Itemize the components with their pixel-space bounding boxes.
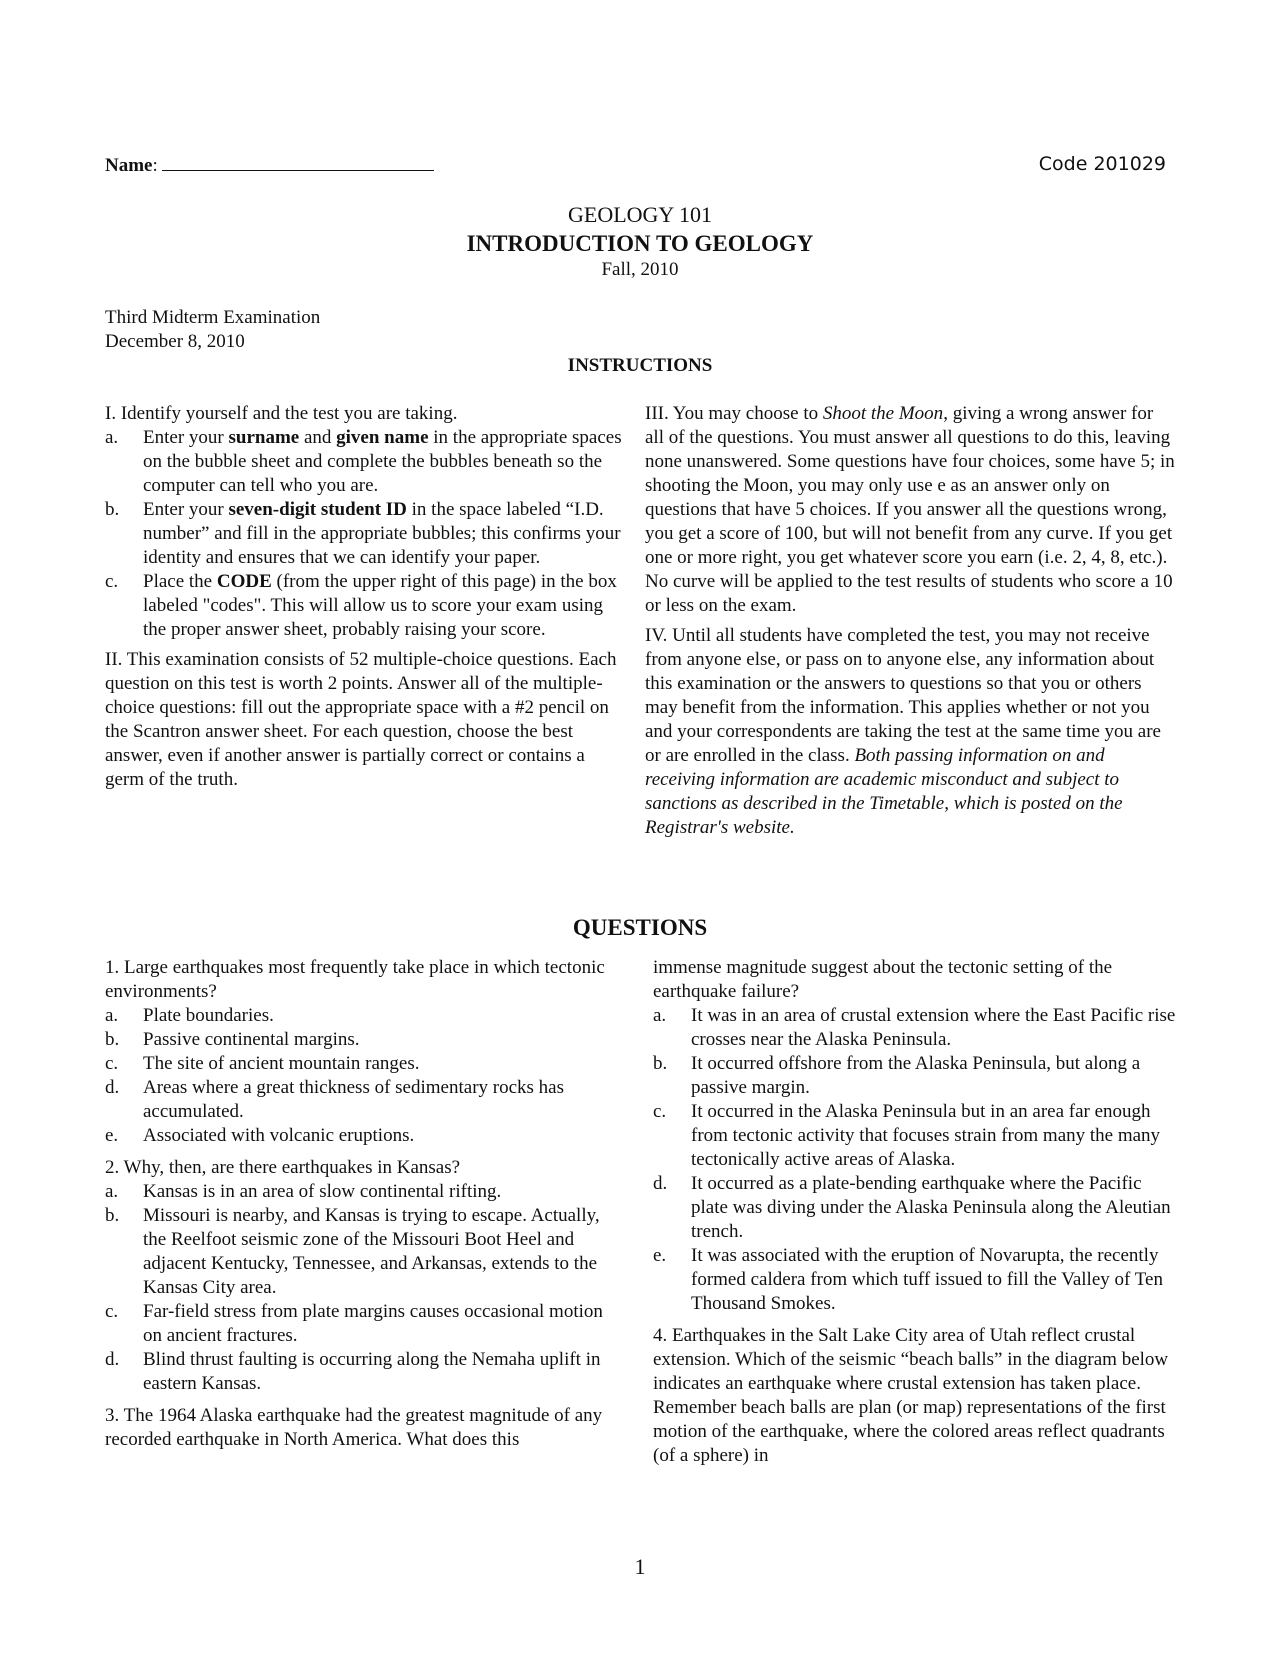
course-title: INTRODUCTION TO GEOLOGY xyxy=(466,231,814,256)
questions-right-column xyxy=(653,956,1183,1468)
name-blank xyxy=(162,152,434,171)
exam-code: Code 201029 xyxy=(1038,153,1166,175)
option-label: b. xyxy=(105,1205,120,1226)
option-label: e. xyxy=(653,1245,667,1266)
instruction-c-text: Place the xyxy=(143,571,217,592)
option-text: Associated with volcanic eruptions. xyxy=(143,1125,415,1146)
question-3: 3. The 1964 Alaska earthquake had the greatest magnitude of any recorded earthquake in North America. What does this xyxy=(105,1405,603,1450)
option-label: c. xyxy=(105,1053,119,1074)
option-label: d. xyxy=(105,1349,120,1370)
course-number: GEOLOGY 101 xyxy=(568,202,712,227)
q1-option-d xyxy=(105,1076,625,1124)
option-text: Kansas is in an area of slow continental rifting. xyxy=(143,1181,502,1202)
option-label: a. xyxy=(105,1181,119,1202)
instruction-iii-italic: Shoot the Moon xyxy=(822,403,944,424)
q2-option-c xyxy=(105,1300,625,1348)
q2-option-d xyxy=(105,1348,625,1396)
instruction-b-label: b. xyxy=(105,499,120,520)
instructions-right-column xyxy=(645,402,1175,846)
instruction-a xyxy=(105,426,625,498)
q1-option-a xyxy=(105,1004,625,1028)
option-text: Passive continental margins. xyxy=(143,1029,360,1050)
instruction-iv-italic: Both passing information on and receiving information are academic misconduct and subject to sanctions as described in the Timetable, which is posted on the Registrar's website. xyxy=(645,745,1123,838)
page-number: 1 xyxy=(634,1554,646,1579)
option-text: It occurred offshore from the Alaska Peninsula, but along a passive margin. xyxy=(691,1053,1141,1098)
instruction-a-label: a. xyxy=(105,427,119,448)
q2-option-a xyxy=(105,1180,625,1204)
instruction-a-bold-surname: surname xyxy=(228,427,300,448)
q2-option-b xyxy=(105,1204,625,1300)
option-label: c. xyxy=(653,1101,667,1122)
instruction-b-bold-id: seven-digit student ID xyxy=(228,499,407,520)
option-label: d. xyxy=(653,1173,668,1194)
instruction-a-text-post: in the appropriate spaces on the bubble sheet and complete the bubbles beneath so the computer can tell who you are. xyxy=(143,427,622,496)
instruction-b-text-post: in the space labeled “I.D. number” and fill in the appropriate bubbles; this confirms your identity and ensures that we can identify your paper. xyxy=(143,499,621,568)
q1-option-c xyxy=(105,1052,625,1076)
option-label: b. xyxy=(653,1053,668,1074)
instruction-b-text: Enter your xyxy=(143,499,229,520)
question-3-continued: immense magnitude suggest about the tectonic setting of the earthquake failure? xyxy=(653,957,1113,1002)
instruction-iii xyxy=(645,402,1175,618)
option-label: a. xyxy=(653,1005,667,1026)
q3-option-c xyxy=(653,1100,1183,1172)
questions-left-column xyxy=(105,956,625,1452)
q3-option-a xyxy=(653,1004,1183,1052)
option-label: a. xyxy=(105,1005,119,1026)
exam-date: December 8, 2010 xyxy=(105,331,245,352)
instruction-iii-text: III. You may choose to xyxy=(645,403,823,424)
instruction-iv xyxy=(645,624,1175,840)
q1-option-e xyxy=(105,1124,625,1148)
option-text: It was in an area of crustal extension where the East Pacific rise crosses near the Alaska Peninsula. xyxy=(691,1005,1176,1050)
option-text: It was associated with the eruption of Novarupta, the recently formed caldera from which tuff issued to fill the Valley of Ten Thousand Smokes. xyxy=(691,1245,1163,1314)
exam-info xyxy=(105,306,320,354)
option-text: Missouri is nearby, and Kansas is trying to escape. Actually, the Reelfoot seismic zone of the Missouri Boot Heel and adjacent Kentucky, Tennessee, and Arkansas, extends to the Kansas City area. xyxy=(143,1205,600,1298)
option-text: Far-field stress from plate margins causes occasional motion on ancient fractures. xyxy=(143,1301,603,1346)
question-2: 2. Why, then, are there earthquakes in Kansas? xyxy=(105,1157,461,1178)
instruction-a-bold-given-name: given name xyxy=(336,427,429,448)
instruction-c-bold-code: CODE xyxy=(216,571,272,592)
instruction-a-text-mid: and xyxy=(299,427,337,448)
option-label: b. xyxy=(105,1029,120,1050)
question-4: 4. Earthquakes in the Salt Lake City area of Utah reflect crustal extension. Which of the seismic “beach balls” in the diagram below indicates an earthquake where crustal extension has taken place. Remember beach balls are plan (or map) representations of the first motion of the earthquake, where the colored areas reflect quadrants (of a sphere) in xyxy=(653,1325,1169,1466)
instruction-b xyxy=(105,498,625,570)
option-label: d. xyxy=(105,1077,120,1098)
exam-type: Third Midterm Examination xyxy=(105,307,321,328)
questions-heading: QUESTIONS xyxy=(572,915,708,940)
name-colon: : xyxy=(152,155,158,176)
instructions-heading: INSTRUCTIONS xyxy=(567,355,713,376)
instructions-left-column xyxy=(105,402,625,798)
instruction-i-intro: I. Identify yourself and the test you are taking. xyxy=(105,403,458,424)
instruction-c xyxy=(105,570,625,642)
instruction-c-text-post: (from the upper right of this page) in the box labeled "codes". This will allow us to score your exam using the proper answer sheet, probably raising your score. xyxy=(143,571,617,640)
q3-option-b xyxy=(653,1052,1183,1100)
instruction-iii-text-post: , giving a wrong answer for all of the questions. You must answer all questions to do this, leaving none unanswered. Some questions have four choices, some have 5; in shooting the Moon, you may only use e as an answer only on questions that have 5 choices. If you answer all the questions wrong, you get a score of 100, but will not benefit from any curve. If you get one or more right, you get whatever score you earn (i.e. 2, 4, 8, etc.). No curve will be applied to the test results of students who score a 10 or less on the exam. xyxy=(645,403,1175,616)
option-label: e. xyxy=(105,1125,119,1146)
q1-option-b xyxy=(105,1028,625,1052)
instruction-c-label: c. xyxy=(105,571,119,592)
option-text: It occurred in the Alaska Peninsula but in an area far enough from tectonic activity that focuses strain from many the many tectonically active areas of Alaska. xyxy=(691,1101,1161,1170)
q3-option-e xyxy=(653,1244,1183,1316)
instruction-a-text: Enter your xyxy=(143,427,229,448)
name-label: Name xyxy=(105,155,153,176)
option-text: It occurred as a plate-bending earthquake where the Pacific plate was diving under the Alaska Peninsula along the Aleutian trench. xyxy=(691,1173,1171,1242)
option-text: The site of ancient mountain ranges. xyxy=(143,1053,420,1074)
option-text: Areas where a great thickness of sedimentary rocks has accumulated. xyxy=(143,1077,565,1122)
q3-option-d xyxy=(653,1172,1183,1244)
instruction-iv-text: IV. Until all students have completed the test, you may not receive from anyone else, or pass on to anyone else, any information about this examination or the answers to questions so that you or others may benefit from the information. This applies whether or not you and your correspondents are taking the test at the same time you are or are enrolled in the class. xyxy=(645,625,1161,766)
option-text: Plate boundaries. xyxy=(143,1005,274,1026)
question-1: 1. Large earthquakes most frequently take place in which tectonic environments? xyxy=(105,957,605,1002)
course-term: Fall, 2010 xyxy=(601,259,679,280)
name-field xyxy=(105,152,434,178)
instruction-ii: II. This examination consists of 52 multiple-choice questions. Each question on this test is worth 2 points. Answer all of the multiple-choice questions: fill out the appropriate space with a #2 pencil on the Scantron answer sheet. For each question, choose the best answer, even if another answer is partially correct or contains a germ of the truth. xyxy=(105,649,617,790)
option-label: c. xyxy=(105,1301,119,1322)
option-text: Blind thrust faulting is occurring along the Nemaha uplift in eastern Kansas. xyxy=(143,1349,601,1394)
